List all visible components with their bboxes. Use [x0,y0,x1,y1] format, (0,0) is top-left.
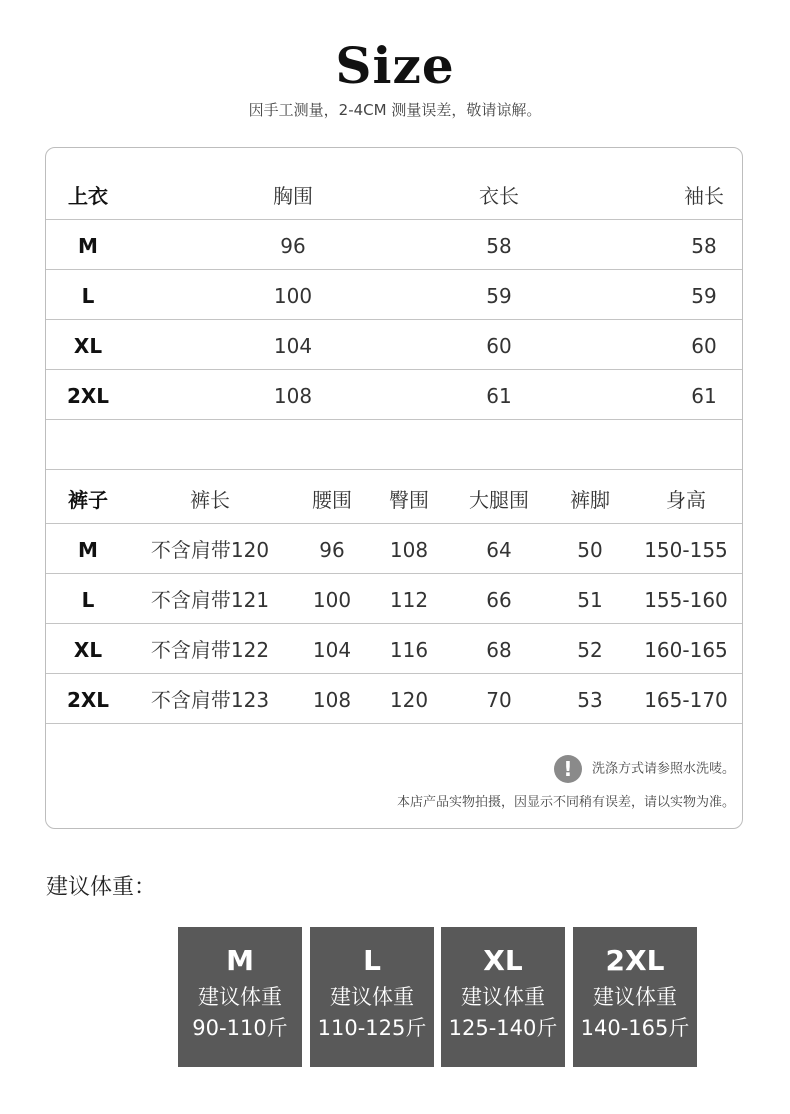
size-cell: 2XL [66,688,110,712]
header-cell: 衣长 [479,184,519,208]
value-cell: 66 [486,588,512,612]
value-cell: 59 [691,284,717,308]
table-spacer [46,420,743,470]
weight-label: 建议体重 [593,985,677,1009]
weight-label: 建议体重 [198,985,282,1009]
value-cell: 不含肩带123 [150,688,270,712]
value-cell: 61 [691,384,717,408]
header-cell: 臀围 [389,488,429,512]
size-cell: L [81,284,95,308]
wash-note [554,755,735,783]
size-cell: M [78,538,98,562]
warning-icon: ! [554,755,582,783]
header-cell: 腰围 [312,488,352,512]
value-cell: 165-170 [644,688,728,712]
header-cell: 身高 [666,488,706,512]
value-cell: 58 [486,234,512,258]
table-row [46,370,743,420]
value-cell: 不含肩带122 [150,638,270,662]
value-cell: 160-165 [644,638,728,662]
value-cell: 96 [280,234,306,258]
value-cell: 120 [389,688,429,712]
value-cell: 53 [577,688,603,712]
value-cell: 64 [486,538,512,562]
size-cell: L [81,588,95,612]
weight-label: 建议体重 [330,985,414,1009]
value-cell: 61 [486,384,512,408]
size-cell: 2XL [66,384,110,408]
weight-size: L [363,944,381,977]
value-cell: 50 [577,538,603,562]
table-row [46,574,743,624]
weight-range: 125-140斤 [448,1016,558,1040]
value-cell: 104 [312,638,352,662]
table-row [46,524,743,574]
value-cell: 58 [691,234,717,258]
page-title: Size [335,36,455,95]
weight-range: 90-110斤 [192,1016,288,1040]
value-cell: 108 [312,688,352,712]
value-cell: 100 [273,284,313,308]
top-table-header [46,170,743,220]
header-cell: 裤子 [68,488,108,512]
value-cell: 96 [319,538,345,562]
wash-note-text: 洗涤方式请参照水洗唛。 [591,761,735,777]
value-cell: 不含肩带121 [150,588,270,612]
header-cell: 上衣 [68,184,108,208]
weight-section-title: 建议体重： [46,875,157,900]
value-cell: 104 [273,334,313,358]
value-cell: 不含肩带120 [150,538,270,562]
weight-size: M [226,944,254,977]
photo-note: 本店产品实物拍摄，因显示不同稍有误差，请以实物为准。 [396,795,735,810]
table-row [46,674,743,724]
header-cell: 大腿围 [469,488,529,512]
weight-box-2xl [573,927,697,1067]
value-cell: 60 [486,334,512,358]
header-cell: 胸围 [273,184,313,208]
weight-range: 110-125斤 [317,1016,427,1040]
size-cell: XL [73,334,103,358]
value-cell: 116 [389,638,429,662]
value-cell: 112 [389,588,429,612]
weight-size: XL [483,944,523,977]
weight-box-l [310,927,434,1067]
value-cell: 155-160 [644,588,728,612]
bottom-table-header [46,474,743,524]
header-cell: 袖长 [684,184,724,208]
table-row [46,220,743,270]
weight-range: 140-165斤 [580,1016,690,1040]
value-cell: 70 [486,688,512,712]
value-cell: 51 [577,588,603,612]
size-cell: XL [73,638,103,662]
size-cell: M [78,234,98,258]
value-cell: 108 [389,538,429,562]
table-row [46,320,743,370]
value-cell: 150-155 [644,538,728,562]
weight-box-m [178,927,302,1067]
value-cell: 59 [486,284,512,308]
header-cell: 裤脚 [570,488,610,512]
measurement-note: 因手工测量，2-4CM 测量误差，敬请谅解。 [248,101,542,119]
value-cell: 60 [691,334,717,358]
weight-box-xl [441,927,565,1067]
value-cell: 68 [486,638,512,662]
table-row [46,624,743,674]
weight-size: 2XL [605,944,665,977]
value-cell: 52 [577,638,603,662]
size-table-card [45,147,743,829]
weight-label: 建议体重 [461,985,545,1009]
value-cell: 100 [312,588,352,612]
value-cell: 108 [273,384,313,408]
table-row [46,270,743,320]
header-cell: 裤长 [190,488,230,512]
